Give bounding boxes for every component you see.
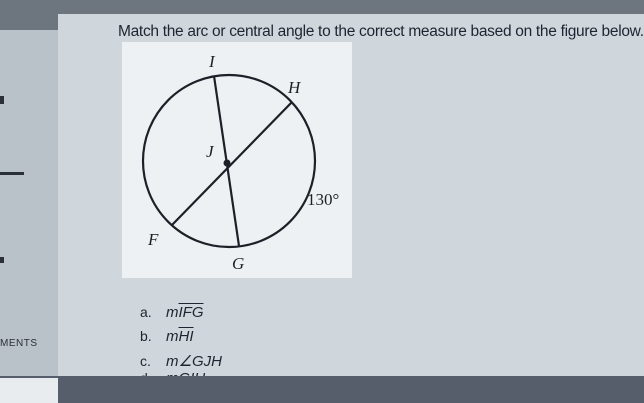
angle-measure-label: 130° <box>307 190 340 209</box>
left-edge-tick <box>0 96 4 104</box>
left-margin-text: MENTS <box>0 338 38 349</box>
circle-figure <box>122 42 352 278</box>
choice-prefix: m∠ <box>166 353 192 370</box>
choice-angle-name: GJH <box>191 353 222 370</box>
choice-prefix: m <box>166 304 179 321</box>
label-H: H <box>288 78 301 97</box>
choice-letter: c. <box>140 353 151 369</box>
center-point-J <box>224 160 231 167</box>
bottom-bar <box>0 376 644 403</box>
left-edge-mark <box>0 172 24 175</box>
choice-prefix: m <box>166 328 179 345</box>
diameter-HF <box>172 102 292 225</box>
left-edge-tick <box>0 257 4 263</box>
choice-letter: b. <box>140 328 152 344</box>
label-J: J <box>206 142 214 161</box>
label-G: G <box>232 254 245 273</box>
choice-arc-name: $\overline{HI}$ <box>178 328 194 345</box>
bottom-left-panel <box>0 378 58 403</box>
instructions-text: Match the arc or central angle to the correct measure based on the figure below. <box>118 23 644 40</box>
choice-c[interactable] <box>140 352 222 370</box>
choice-b[interactable] <box>140 328 194 345</box>
label-I: I <box>209 52 215 71</box>
label-F: F <box>148 230 159 249</box>
choice-a[interactable] <box>140 304 204 321</box>
choice-letter: a. <box>140 304 152 320</box>
choice-arc-name: $\overline{IFG}$ <box>178 304 204 321</box>
